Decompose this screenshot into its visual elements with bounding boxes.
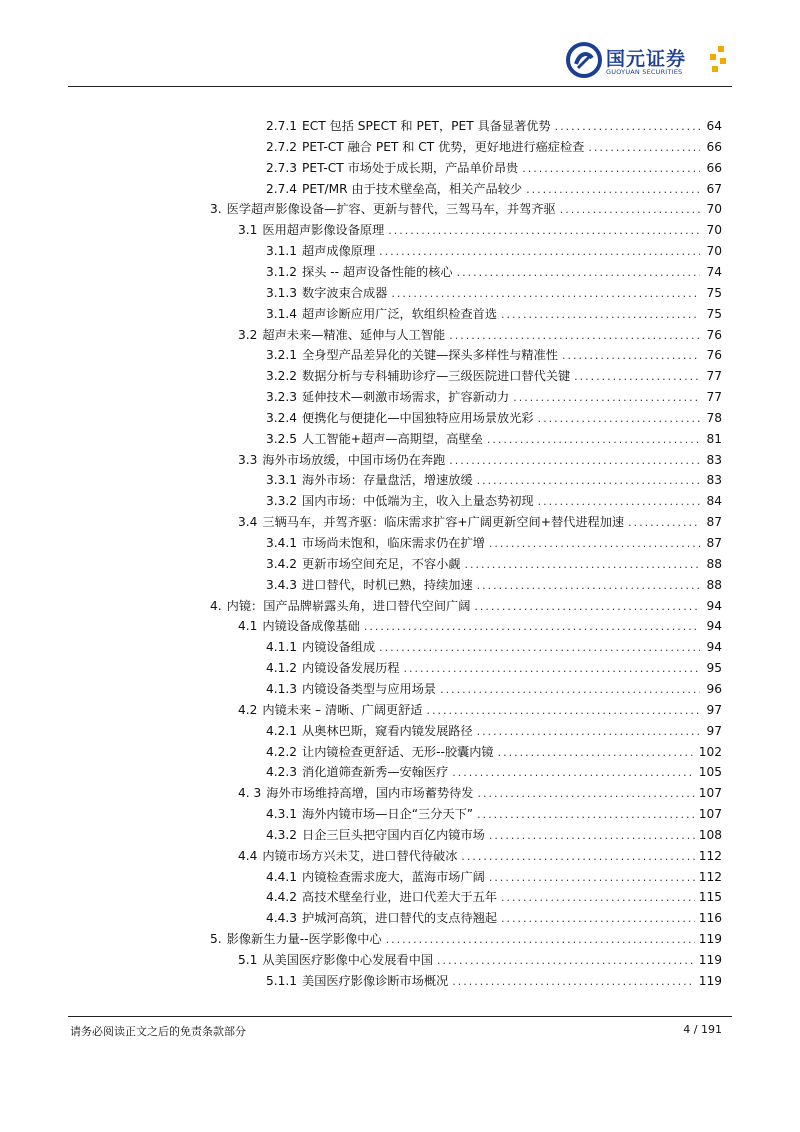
- toc-leader-dots: [477, 722, 700, 742]
- toc-entry-title: 日企三巨头把守国内百亿内镜市场: [302, 827, 485, 842]
- toc-entry-page: 112: [698, 869, 722, 884]
- footer-divider: [68, 1016, 732, 1017]
- toc-entry[interactable]: [238, 325, 722, 345]
- toc-leader-dots: [404, 659, 700, 679]
- toc-entry[interactable]: [266, 887, 722, 907]
- brand-name-cn: 国元证券: [606, 48, 687, 70]
- toc-leader-dots: [487, 430, 700, 450]
- toc-leader-dots: [477, 471, 700, 491]
- toc-entry-number: 3.4: [238, 515, 258, 530]
- toc-entry-page: 87: [706, 536, 722, 550]
- toc-leader-dots: [437, 951, 695, 971]
- toc-entry-page: 83: [706, 452, 722, 467]
- toc-entry-number: 4.3.1: [266, 807, 298, 822]
- toc-leader-dots: [588, 138, 700, 158]
- toc-entry-title: 高技术壁垒行业，进口代差大于五年: [302, 890, 498, 905]
- toc-entry-number: 3.2.4: [266, 410, 298, 425]
- toc-entry-page: 70: [706, 244, 722, 259]
- toc-entry[interactable]: [266, 658, 722, 678]
- toc-entry[interactable]: [266, 158, 722, 178]
- toc-leader-dots: [461, 847, 694, 867]
- toc-entry-title: PET-CT 市场处于成长期，产品单价昂贵: [302, 160, 519, 175]
- toc-entry-title: 让内镜检查更舒适、无形--胶囊内镜: [302, 744, 494, 759]
- toc-entry-number: 4.4.2: [266, 890, 298, 905]
- toc-entry-title: 市场尚未饱和，临床需求仍在扩增: [302, 536, 485, 550]
- toc-leader-dots: [379, 242, 700, 262]
- toc-leader-dots: [474, 597, 700, 617]
- toc-entry-number: 3.2.1: [266, 348, 298, 363]
- toc-entry-title: 内镜检查需求庞大，蓝海市场广阔: [302, 869, 485, 884]
- toc-entry[interactable]: [266, 575, 722, 595]
- toc-entry-title: 影像新生力量--医学影像中心: [226, 932, 382, 947]
- toc-entry[interactable]: [266, 470, 722, 490]
- toc-leader-dots: [477, 784, 694, 804]
- toc-leader-dots: [489, 826, 695, 846]
- toc-entry-page: 70: [706, 202, 722, 217]
- toc-entry[interactable]: [266, 345, 722, 365]
- toc-entry-title: 数据分析与专科辅助诊疗—三级医院进口替代关键: [302, 369, 571, 384]
- toc-leader-dots: [449, 451, 700, 471]
- toc-entry-number: 3.: [210, 202, 222, 217]
- toc-entry-page: 94: [706, 640, 722, 655]
- toc-entry-title: 海外市场放缓，中国市场仍在奔跑: [262, 452, 446, 467]
- toc-entry-title: 医学超声影像设备—扩容、更新与替代，三驾马车，并驾齐驱: [226, 202, 556, 217]
- toc-entry-title: 数字波束合成器: [302, 285, 388, 300]
- toc-entry-number: 3.3.2: [266, 494, 298, 509]
- toc-leader-dots: [628, 513, 700, 533]
- toc-entry[interactable]: [266, 825, 722, 845]
- toc-entry[interactable]: [266, 908, 722, 928]
- toc-leader-dots: [457, 263, 700, 283]
- toc-entry[interactable]: [238, 512, 722, 532]
- toc-entry-number: 3.3.1: [266, 473, 298, 488]
- toc-entry-number: 4.4.3: [266, 911, 298, 926]
- toc-leader-dots: [464, 555, 700, 575]
- toc-entry-number: 5.1.1: [266, 973, 298, 988]
- toc-leader-dots: [452, 763, 694, 783]
- toc-entry-title: 内镜设备成像基础: [262, 619, 360, 634]
- brand-squares-icon: [706, 46, 728, 74]
- toc-entry[interactable]: [266, 742, 722, 762]
- toc-entry-title: 从美国医疗影像中心发展看中国: [262, 953, 434, 967]
- toc-entry-page: 107: [698, 807, 722, 822]
- toc-entry[interactable]: [266, 971, 722, 991]
- toc-entry-number: 4.1.3: [266, 681, 298, 696]
- toc-entry-number: 4.2.3: [266, 765, 298, 780]
- toc-entry-page: 84: [706, 494, 722, 509]
- toc-entry-page: 70: [706, 223, 722, 238]
- toc-entry-page: 75: [706, 285, 722, 300]
- toc-entry-page: 116: [698, 911, 722, 926]
- toc-entry-number: 3.3: [238, 452, 258, 467]
- toc-entry-number: 3.1.2: [266, 264, 298, 279]
- toc-leader-dots: [452, 972, 694, 992]
- toc-entry[interactable]: [238, 783, 722, 803]
- toc-entry-title: 海外市场维持高增，国内市场蓄势待发: [266, 786, 474, 801]
- footer-disclaimer: 请务必阅读正文之后的免责条款部分: [70, 1025, 246, 1038]
- toc-entry-page: 112: [698, 848, 722, 863]
- header-divider: [68, 86, 732, 87]
- toc-entry-title: 便携化与便捷化—中国独特应用场景放光彩: [302, 410, 534, 425]
- toc-entry-page: 77: [706, 390, 722, 405]
- toc-entry-page: 88: [706, 577, 722, 592]
- toc-entry-title: ECT 包括 SPECT 和 PET，PET 具备显著优势: [302, 119, 551, 133]
- toc-entry-title: 内镜未来 – 清晰、广阔更舒适: [262, 702, 423, 717]
- toc-entry-title: 超声成像原理: [302, 244, 376, 259]
- toc-entry[interactable]: [266, 262, 722, 282]
- toc-entry[interactable]: [266, 721, 722, 741]
- toc-entry-title: 超声未来—精准、延伸与人工智能: [262, 327, 446, 342]
- toc-entry-title: 延伸技术—刺激市场需求，扩容新动力: [302, 390, 510, 405]
- toc-entry-number: 3.2.2: [266, 369, 298, 384]
- toc-entry[interactable]: [238, 616, 722, 636]
- toc-entry[interactable]: [266, 533, 722, 553]
- toc-leader-dots: [501, 305, 700, 325]
- toc-leader-dots: [388, 221, 700, 241]
- toc-entry[interactable]: [266, 116, 722, 136]
- toc-entry-number: 4.4: [238, 848, 258, 863]
- toc-entry-title: 三辆马车，并驾齐驱：临床需求扩容+广阔更新空间+替代进程加速: [262, 515, 625, 530]
- toc-entry-number: 3.2.3: [266, 390, 298, 405]
- toc-entry-number: 4. 3: [238, 786, 262, 801]
- toc-entry[interactable]: [266, 867, 722, 887]
- toc-entry-page: 74: [706, 264, 722, 279]
- toc-entry-title: 海外内镜市场—日企“三分天下”: [302, 807, 474, 822]
- toc-entry-title: 探头 -- 超声设备性能的核心: [302, 264, 453, 279]
- toc-entry[interactable]: [266, 429, 722, 449]
- toc-entry-page: 97: [706, 702, 722, 717]
- toc-entry-number: 4.1.1: [266, 640, 298, 655]
- toc-entry-page: 76: [706, 348, 722, 363]
- toc-entry-number: 4.1.2: [266, 661, 298, 676]
- toc-entry-title: 超声诊断应用广泛，软组织检查首选: [302, 306, 498, 321]
- toc-entry-number: 5.1: [238, 953, 258, 967]
- toc-entry-number: 4.2.1: [266, 723, 298, 738]
- toc-entry-page: 64: [706, 119, 722, 133]
- toc-leader-dots: [489, 534, 700, 554]
- toc-entry-number: 2.7.4: [266, 181, 298, 196]
- toc-entry-number: 3.1.4: [266, 306, 298, 321]
- toc-entry-number: 3.1.1: [266, 244, 298, 259]
- toc-entry-page: 105: [698, 765, 722, 780]
- toc-leader-dots: [574, 367, 700, 387]
- toc-leader-dots: [386, 930, 695, 950]
- toc-entry-title: 海外市场：存量盘活，增速放缓: [302, 473, 473, 488]
- toc-entry-page: 94: [706, 598, 722, 613]
- toc-leader-dots: [560, 200, 700, 220]
- toc-entry-title: 美国医疗影像诊断市场概况: [302, 973, 449, 988]
- toc-entry-title: 全身型产品差异化的关键—探头多样性与精准性: [302, 348, 558, 363]
- toc-entry-title: 人工智能+超声—高期望，高壁垒: [302, 431, 483, 446]
- toc-entry[interactable]: [210, 596, 722, 616]
- toc-leader-dots: [379, 638, 700, 658]
- toc-entry-page: 67: [706, 181, 722, 196]
- company-logo: [566, 42, 726, 78]
- toc-entry-number: 4.1: [238, 619, 258, 634]
- toc-leader-dots: [391, 284, 700, 304]
- toc-entry[interactable]: [266, 408, 722, 428]
- toc-entry-page: 88: [706, 556, 722, 571]
- toc-entry[interactable]: [238, 950, 722, 970]
- toc-entry-page: 87: [706, 515, 722, 530]
- toc-entry[interactable]: [266, 304, 722, 324]
- toc-entry-title: 内镜设备组成: [302, 640, 376, 655]
- toc-entry-title: 内镜市场方兴未艾，进口替代待破冰: [262, 848, 458, 863]
- toc-entry[interactable]: [266, 137, 722, 157]
- toc-entry-page: 81: [706, 431, 722, 446]
- toc-entry[interactable]: [266, 637, 722, 657]
- toc-entry-title: 国内市场：中低端为主，收入上量态势初现: [302, 494, 534, 509]
- toc-entry[interactable]: [210, 199, 722, 219]
- toc-leader-dots: [498, 743, 695, 763]
- guoyuan-logo-icon: [566, 42, 602, 78]
- toc-leader-dots: [555, 117, 700, 137]
- toc-entry[interactable]: [266, 283, 722, 303]
- toc-entry[interactable]: [266, 491, 722, 511]
- toc-entry-page: 102: [698, 744, 722, 759]
- toc-entry-page: 108: [698, 827, 722, 842]
- toc-entry[interactable]: [266, 679, 722, 699]
- toc-entry-page: 95: [706, 661, 722, 676]
- toc-entry-number: 4.2: [238, 702, 258, 717]
- toc-leader-dots: [489, 868, 695, 888]
- toc-entry-title: 护城河高筑，进口替代的支点待翘起: [302, 911, 498, 926]
- toc-entry[interactable]: [210, 929, 722, 949]
- toc-entry[interactable]: [266, 762, 722, 782]
- toc-entry-title: 进口替代，时机已熟，持续加速: [302, 577, 473, 592]
- toc-entry-title: 更新市场空间充足，不容小觑: [302, 556, 461, 571]
- toc-entry-number: 2.7.2: [266, 139, 298, 154]
- toc-leader-dots: [538, 492, 700, 512]
- toc-entry-title: PET/MR 由于技术壁垒高，相关产品较少: [302, 181, 523, 196]
- toc-entry-number: 3.2.5: [266, 431, 298, 446]
- toc-leader-dots: [440, 680, 700, 700]
- toc-entry-number: 4.: [210, 598, 222, 613]
- toc-entry-number: 4.3.2: [266, 827, 298, 842]
- toc-entry[interactable]: [266, 554, 722, 574]
- toc-leader-dots: [477, 805, 695, 825]
- toc-entry-title: 内镜设备类型与应用场景: [302, 681, 437, 696]
- toc-leader-dots: [477, 576, 700, 596]
- toc-entry[interactable]: [266, 179, 722, 199]
- toc-entry-page: 94: [706, 619, 722, 634]
- toc-leader-dots: [501, 888, 695, 908]
- toc-entry-number: 2.7.1: [266, 119, 298, 133]
- toc-entry-page: 77: [706, 369, 722, 384]
- toc-entry[interactable]: [266, 241, 722, 261]
- toc-entry-number: 3.2: [238, 327, 258, 342]
- brand-name-en: GUOYUAN SECURITIES: [606, 68, 683, 76]
- toc-entry-title: 消化道筛查新秀—安翰医疗: [302, 765, 449, 780]
- toc-entry-page: 75: [706, 306, 722, 321]
- toc-entry[interactable]: [266, 804, 722, 824]
- toc-entry-page: 115: [698, 890, 722, 905]
- toc-leader-dots: [526, 180, 700, 200]
- toc-entry-page: 76: [706, 327, 722, 342]
- toc-entry-title: 从奥林巴斯，窥看内镜发展路径: [302, 723, 473, 738]
- toc-entry-page: 96: [706, 681, 722, 696]
- toc-leader-dots: [501, 909, 695, 929]
- toc-entry[interactable]: [238, 220, 722, 240]
- toc-entry-number: 5.: [210, 932, 222, 947]
- toc-entry[interactable]: [238, 700, 722, 720]
- toc-entry-number: 3.1: [238, 223, 258, 238]
- toc-leader-dots: [364, 617, 700, 637]
- toc-entry-number: 4.2.2: [266, 744, 298, 759]
- toc-entry-number: 3.1.3: [266, 285, 298, 300]
- toc-entry-page: 66: [706, 139, 722, 154]
- toc-leader-dots: [522, 159, 700, 179]
- toc-entry-page: 97: [706, 723, 722, 738]
- toc-entry-title: 内镜设备发展历程: [302, 661, 400, 676]
- toc-leader-dots: [449, 326, 700, 346]
- toc-entry-page: 119: [698, 973, 722, 988]
- toc-leader-dots: [562, 346, 700, 366]
- toc-entry-page: 83: [706, 473, 722, 488]
- toc-entry-number: 2.7.3: [266, 160, 298, 175]
- toc-entry-number: 3.4.2: [266, 556, 298, 571]
- toc-entry-page: 119: [698, 932, 722, 947]
- toc-entry-number: 3.4.1: [266, 536, 298, 550]
- toc-entry-number: 3.4.3: [266, 577, 298, 592]
- page-number: 4 / 191: [683, 1023, 722, 1036]
- toc-leader-dots: [538, 409, 700, 429]
- toc-leader-dots: [426, 701, 700, 721]
- toc-entry[interactable]: [238, 846, 722, 866]
- toc-entry-page: 78: [706, 410, 722, 425]
- toc-entry-title: 内镜：国产品牌崭露头角，进口替代空间广阔: [226, 598, 471, 613]
- toc-entry-number: 4.4.1: [266, 869, 298, 884]
- toc-entry-page: 66: [706, 160, 722, 175]
- toc-entry[interactable]: [266, 387, 722, 407]
- toc-entry-page: 107: [698, 786, 722, 801]
- toc-entry[interactable]: [266, 366, 722, 386]
- toc-entry[interactable]: [238, 450, 722, 470]
- toc-entry-page: 119: [698, 953, 722, 967]
- toc-entry-title: PET-CT 融合 PET 和 CT 优势，更好地进行癌症检查: [302, 139, 585, 154]
- toc-entry-title: 医用超声影像设备原理: [262, 223, 385, 238]
- toc-leader-dots: [513, 388, 700, 408]
